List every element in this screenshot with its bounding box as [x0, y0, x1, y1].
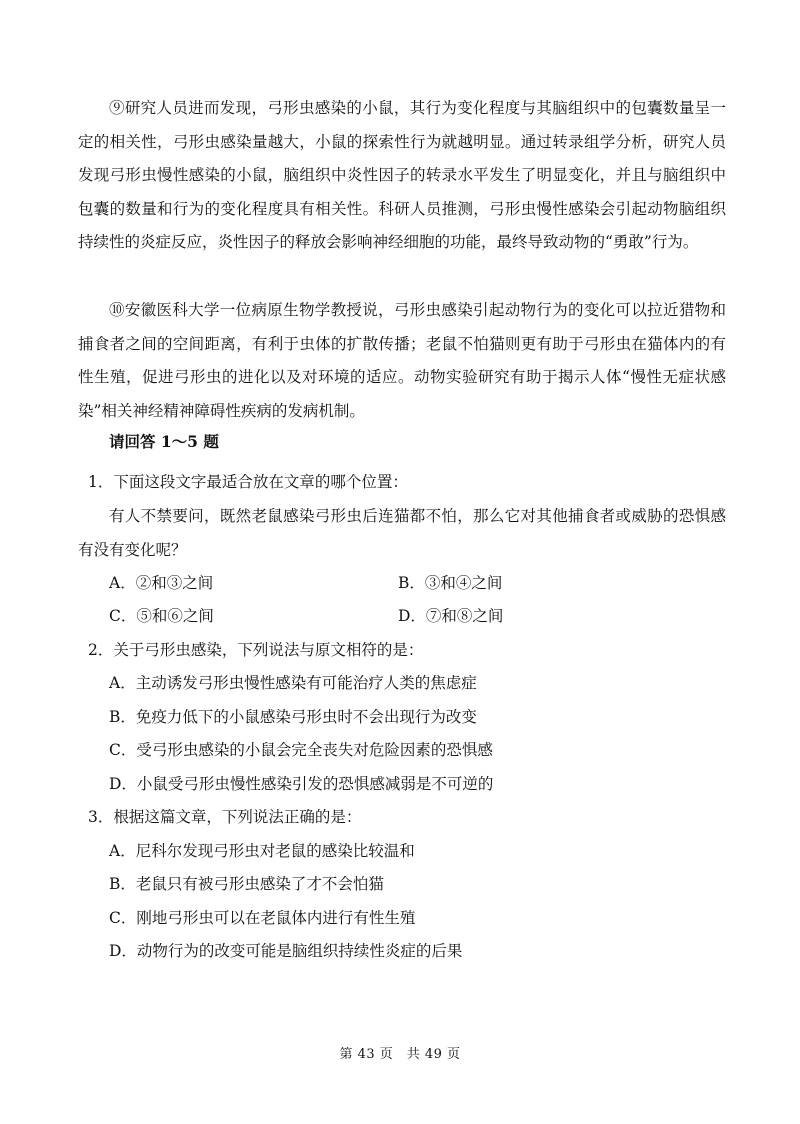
question-2-stem: 2．关于弓形虫感染，下列说法与原文相符的是： [88, 641, 424, 659]
question-3-option-d: D．动物行为的改变可能是脑组织持续性炎症的后果 [109, 942, 463, 960]
question-3-option-c: C．刚地弓形虫可以在老鼠体内进行有性生殖 [109, 909, 416, 927]
question-3-stem: 3．根据这篇文章，下列说法正确的是： [88, 808, 362, 826]
question-1-option-d: D．⑦和⑧之间 [398, 607, 504, 625]
passage-paragraph-9: ⑨研究人员进而发现，弓形虫感染的小鼠，其行为变化程度与其脑组织中的包囊数量呈一定的相关性，弓形虫感染量越大，小鼠的探索性行为就越明显。通过转录组学分析，研究人员发现弓形虫慢性感染的小鼠，脑组织中炎性因子的转录水平发生了明显变化，并且与脑组织中包囊的数量和行为的变化程度具有相关性。科研人员推测，弓形虫慢性感染会引起动物脑组织持续性的炎症反应，炎性因子的释放会影响神经细胞的功能，最终导致动物的“勇敢”行为。 [78, 99, 726, 251]
question-2-option-a: A．主动诱发弓形虫慢性感染有可能治疗人类的焦虑症 [109, 674, 477, 692]
question-3-option-a: A．尼科尔发现弓形虫对老鼠的感染比较温和 [109, 842, 415, 860]
question-2-option-d: D．小鼠受弓形虫慢性感染引发的恐惧感减弱是不可逆的 [109, 775, 494, 793]
question-3-option-b: B．老鼠只有被弓形虫感染了才不会怕猫 [109, 875, 384, 893]
question-1-option-b: B．③和④之间 [398, 574, 503, 592]
question-1-option-a: A．②和③之间 [109, 574, 214, 592]
question-1-quote: 有人不禁要问，既然老鼠感染弓形虫后连猫都不怕，那么它对其他捕食者或威胁的恐惧感有没有变化呢？ [78, 507, 726, 559]
question-1-option-c: C．⑤和⑥之间 [109, 607, 214, 625]
question-2-option-c: C．受弓形虫感染的小鼠会完全丧失对危险因素的恐惧感 [109, 741, 493, 759]
question-1-stem: 1．下面这段文字最适合放在文章的哪个位置： [88, 473, 408, 491]
page-number-footer: 第 43 页 共 49 页 [339, 1047, 461, 1062]
passage-paragraph-10: ⑩安徽医科大学一位病原生物学教授说，弓形虫感染引起动物行为的变化可以拉近猎物和捕食者之间的空间距离，有利于虫体的扩散传播；老鼠不怕猫则更有助于弓形虫在猫体内的有性生殖，促进弓形虫的进化以及对环境的适应。动物实验研究有助于揭示人体“慢性无症状感染”相关神经精神障碍性疾病的发病机制。 [78, 301, 726, 420]
section-heading: 请回答 1～5 题 [109, 432, 219, 451]
question-2-option-b: B．免疫力低下的小鼠感染弓形虫时不会出现行为改变 [109, 708, 477, 726]
